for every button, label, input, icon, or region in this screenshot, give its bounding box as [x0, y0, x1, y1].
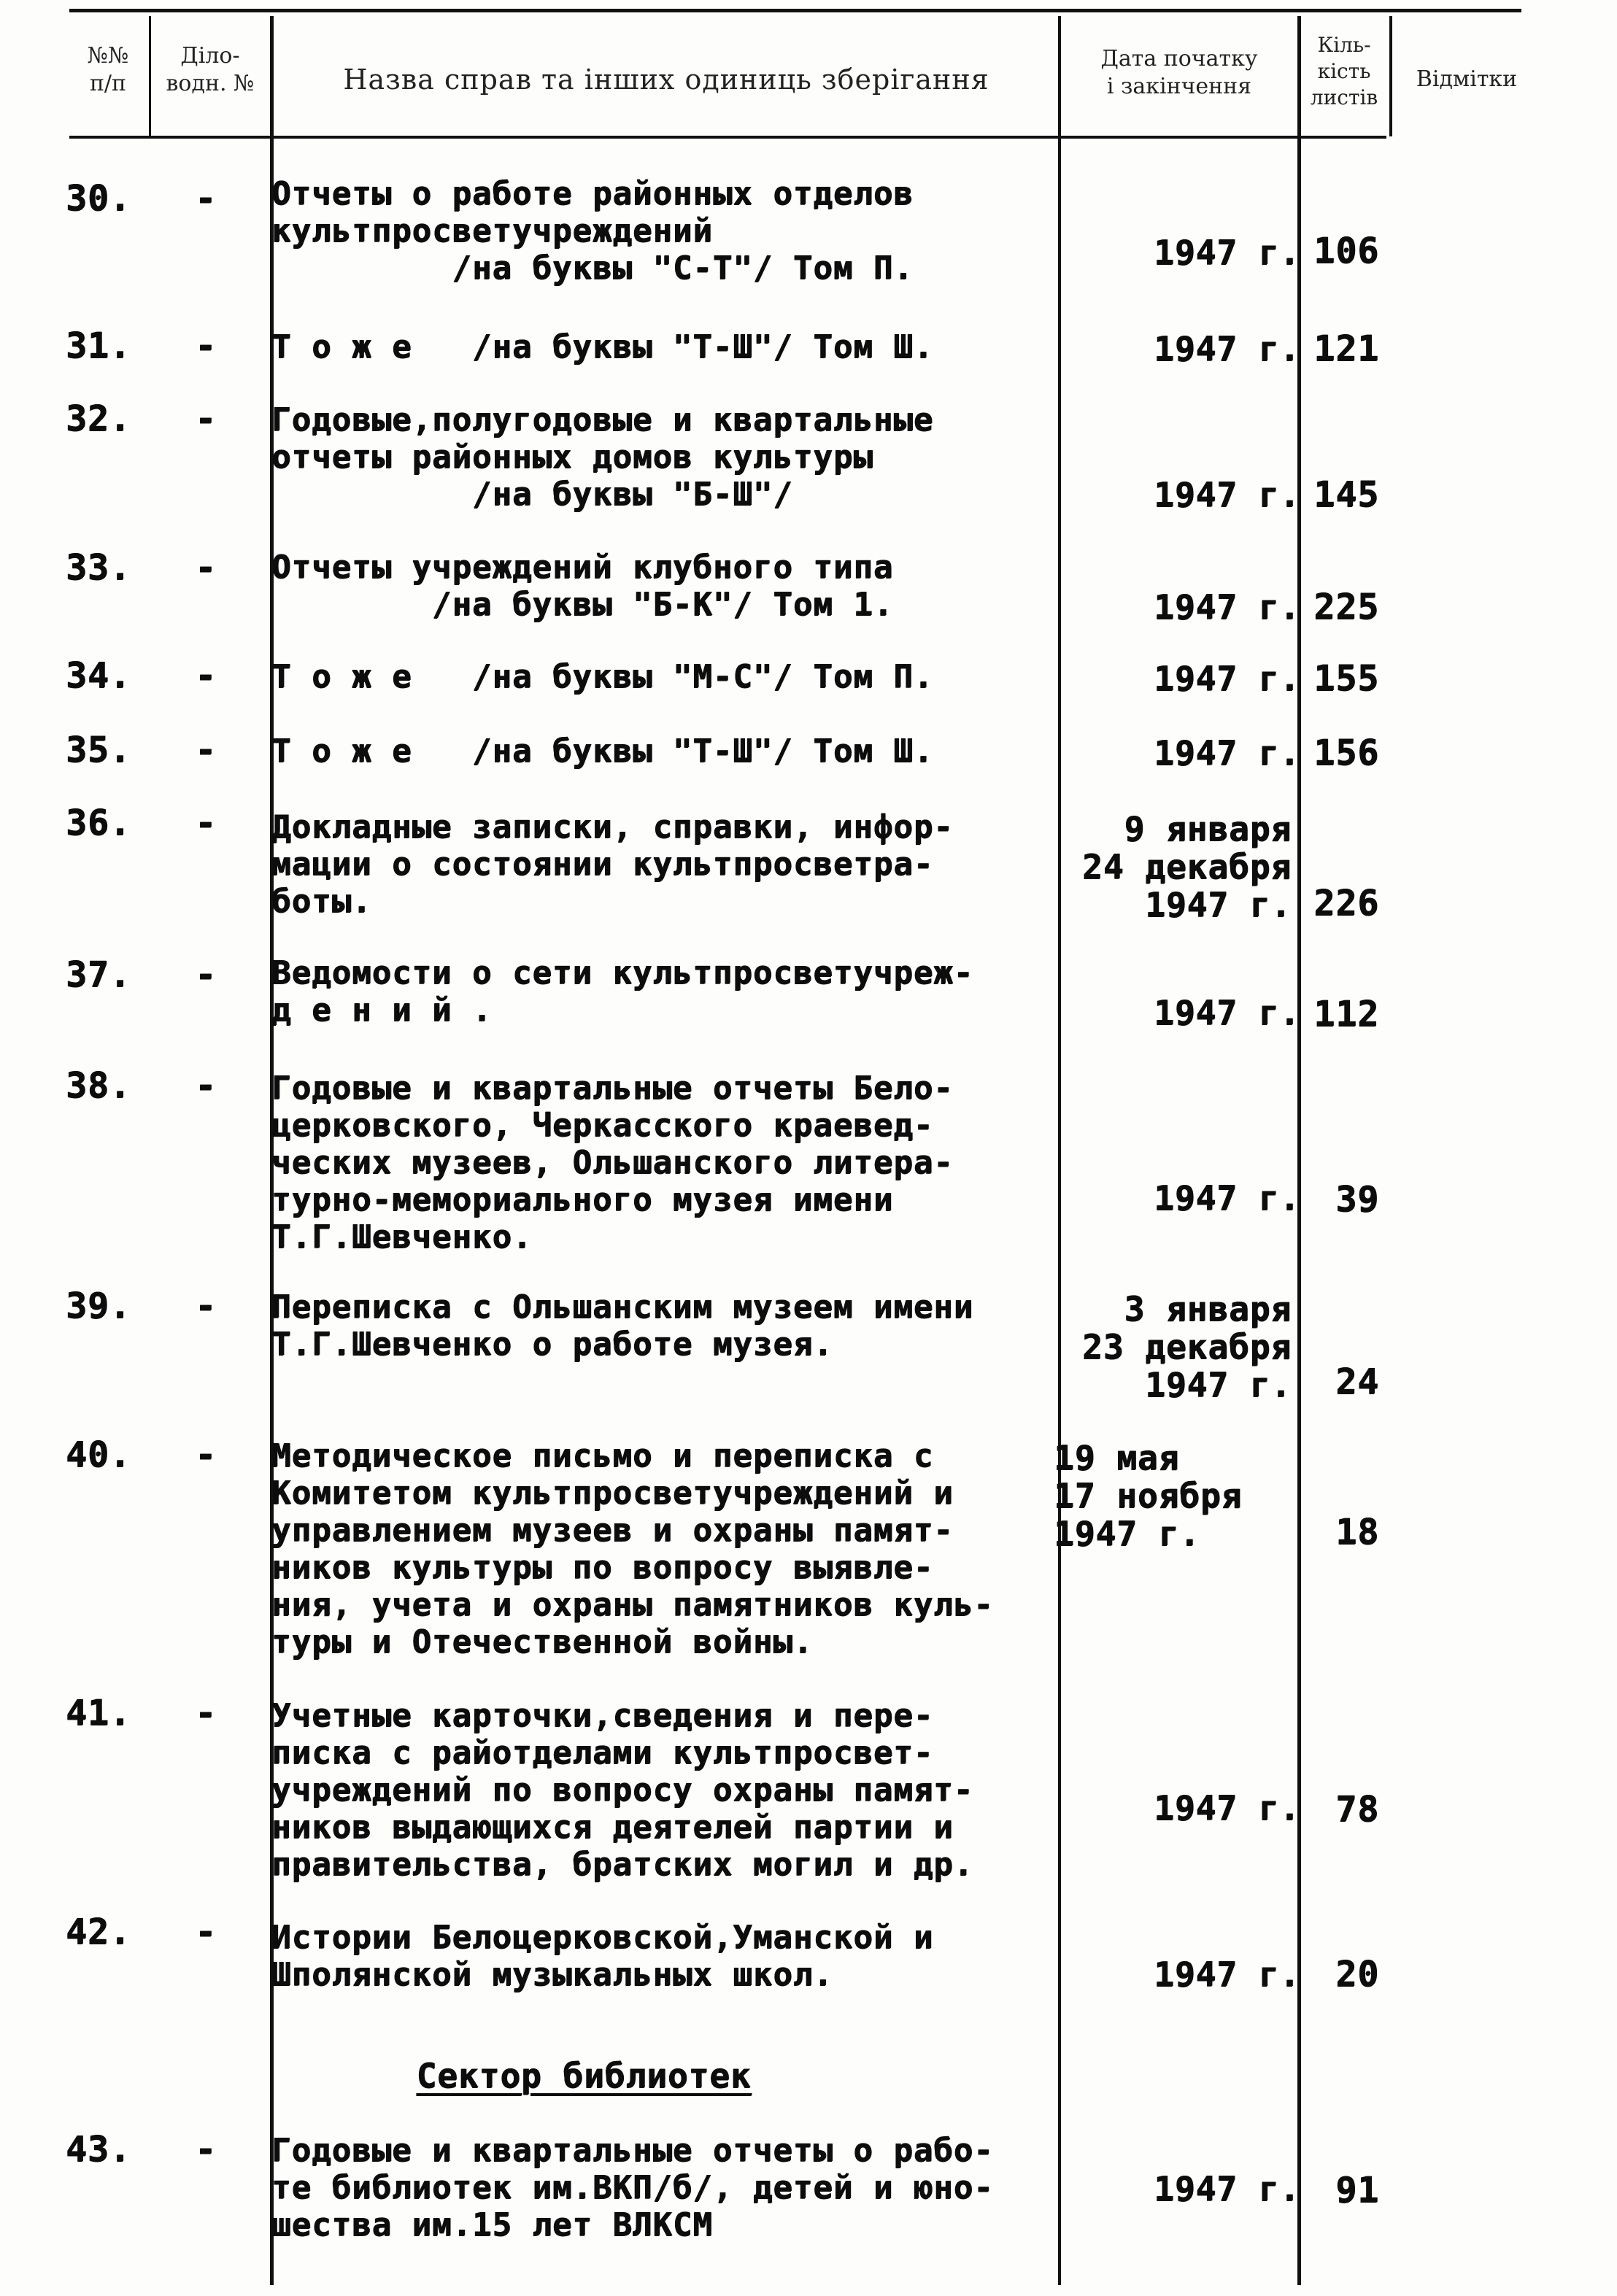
row-32-office: -	[195, 398, 217, 439]
header-notes: Відмітки	[1416, 66, 1518, 92]
row-32-title: Годовые,полугодовые и квартальные отчеты районных домов культуры /на буквы "Б-Ш"/	[271, 401, 934, 513]
row-40-office: -	[195, 1434, 217, 1475]
row-30-dates: 1947 г.	[1154, 233, 1300, 272]
row-40-number: 40.	[66, 1434, 131, 1475]
row-39-office: -	[195, 1286, 217, 1326]
row-35-sheets: 156	[1313, 733, 1379, 773]
row-42-number: 42.	[66, 1912, 131, 1952]
row-37-number: 37.	[66, 954, 131, 995]
row-36-sheets: 226	[1313, 883, 1379, 924]
row-38-number: 38.	[66, 1065, 131, 1106]
row-38-office: -	[195, 1065, 217, 1106]
row-39-number: 39.	[66, 1286, 131, 1326]
row-36-title: Докладные записки, справки, инфор- мации о состоянии культпросветра- боты.	[271, 808, 954, 920]
header-title: Назва справ та інших одиниць зберігання	[343, 63, 989, 96]
row-35-title: Т о ж е /на буквы "Т-Ш"/ Том Ш.	[271, 733, 934, 770]
row-33-number: 33.	[66, 547, 131, 588]
row-43-sheets: 91	[1335, 2170, 1379, 2211]
row-34-sheets: 155	[1313, 658, 1379, 699]
row-31-dates: 1947 г.	[1154, 329, 1300, 368]
row-39-title: Переписка с Ольшанским музеем имени Т.Г.Шевченко о работе музея.	[271, 1288, 974, 1363]
row-42-dates: 1947 г.	[1154, 1955, 1300, 1994]
row-43-dates: 1947 г.	[1154, 2169, 1300, 2208]
row-33-office: -	[195, 547, 217, 588]
row-30-number: 30.	[66, 178, 131, 219]
row-41-office: -	[195, 1693, 217, 1733]
row-34-office: -	[195, 655, 217, 696]
row-42-title: Истории Белоцерковской,Уманской и Шполянской музыкальных школ.	[271, 1919, 934, 1993]
row-37-office: -	[195, 954, 217, 995]
row-39-dates: 3 января 23 декабря 1947 г.	[1082, 1289, 1292, 1404]
row-31-title: Т о ж е /на буквы "Т-Ш"/ Том Ш.	[271, 328, 934, 366]
row-43-title: Годовые и квартальные отчеты о рабо- те библиотек им.ВКП/б/, детей и юно- шества им.15 лет ВЛКСМ	[271, 2132, 994, 2243]
row-36-dates: 9 января 24 декабря 1947 г.	[1082, 809, 1292, 924]
top-rule	[69, 9, 1521, 12]
row-40-title: Методическое письмо и переписка с Комитетом культпросветучреждений и управлением музеев и охраны памят- ников культуры по вопросу выявле- ния, учета и охраны памятников куль- туры и Отечественной войны.	[271, 1437, 994, 1661]
row-33-sheets: 225	[1313, 587, 1379, 627]
row-33-title: Отчеты учреждений клубного типа /на буквы "Б-К"/ Том 1.	[271, 549, 894, 623]
row-34-number: 34.	[66, 655, 131, 696]
row-35-number: 35.	[66, 730, 131, 770]
row-36-number: 36.	[66, 803, 131, 843]
row-41-sheets: 78	[1335, 1789, 1379, 1830]
row-43-number: 43.	[66, 2129, 131, 2170]
row-32-dates: 1947 г.	[1154, 475, 1300, 514]
header-sheets: Кіль- кість листів	[1310, 33, 1378, 109]
row-34-title: Т о ж е /на буквы "М-С"/ Том П.	[271, 658, 934, 695]
column-divider-5	[1389, 16, 1392, 136]
row-30-title: Отчеты о работе районных отделов культпросветучреждений /на буквы "С-Т"/ Том П.	[271, 175, 914, 287]
row-36-office: -	[195, 803, 217, 843]
row-37-title: Ведомости о сети культпросветучреж- д е н и й .	[271, 954, 974, 1029]
row-41-title: Учетные карточки,сведения и пере- писка с райотделами культпросвет- учреждений по вопросу охраны памят- ников выдающихся деятелей партии и правительства, братских могил и др.	[271, 1697, 974, 1883]
column-divider-1	[149, 16, 151, 136]
row-35-dates: 1947 г.	[1154, 733, 1300, 773]
row-31-number: 31.	[66, 325, 131, 366]
row-38-dates: 1947 г.	[1154, 1178, 1300, 1218]
row-32-sheets: 145	[1313, 474, 1379, 515]
header-number: №№ п/п	[87, 43, 129, 96]
row-35-office: -	[195, 730, 217, 770]
row-37-sheets: 112	[1313, 994, 1379, 1035]
row-38-sheets: 39	[1335, 1179, 1379, 1220]
row-40-sheets: 18	[1335, 1512, 1379, 1553]
header-bottom-rule	[69, 136, 1386, 139]
row-39-sheets: 24	[1335, 1361, 1379, 1402]
row-37-dates: 1947 г.	[1154, 993, 1300, 1032]
row-34-dates: 1947 г.	[1154, 659, 1300, 698]
header-office-number: Діло- водн. №	[166, 43, 255, 96]
row-31-sheets: 121	[1313, 328, 1379, 369]
row-40-dates: 19 мая 17 ноября 1947 г.	[1054, 1438, 1243, 1553]
row-42-sheets: 20	[1335, 1954, 1379, 1995]
row-43-office: -	[195, 2129, 217, 2170]
section-heading: Сектор библиотек	[416, 2056, 752, 2095]
row-38-title: Годовые и квартальные отчеты Бело- церковского, Черкасского краевед- ческих музеев, Ольшанского литера- турно-мемориального музея имени Т.Г.Шевченко.	[271, 1070, 954, 1256]
row-31-office: -	[195, 325, 217, 366]
row-33-dates: 1947 г.	[1154, 587, 1300, 627]
row-30-sheets: 106	[1313, 231, 1379, 271]
row-42-office: -	[195, 1912, 217, 1952]
header-dates: Дата початку і закінчення	[1100, 46, 1258, 99]
row-41-number: 41.	[66, 1693, 131, 1733]
row-41-dates: 1947 г.	[1154, 1788, 1300, 1828]
row-32-number: 32.	[66, 398, 131, 439]
row-30-office: -	[195, 178, 217, 219]
